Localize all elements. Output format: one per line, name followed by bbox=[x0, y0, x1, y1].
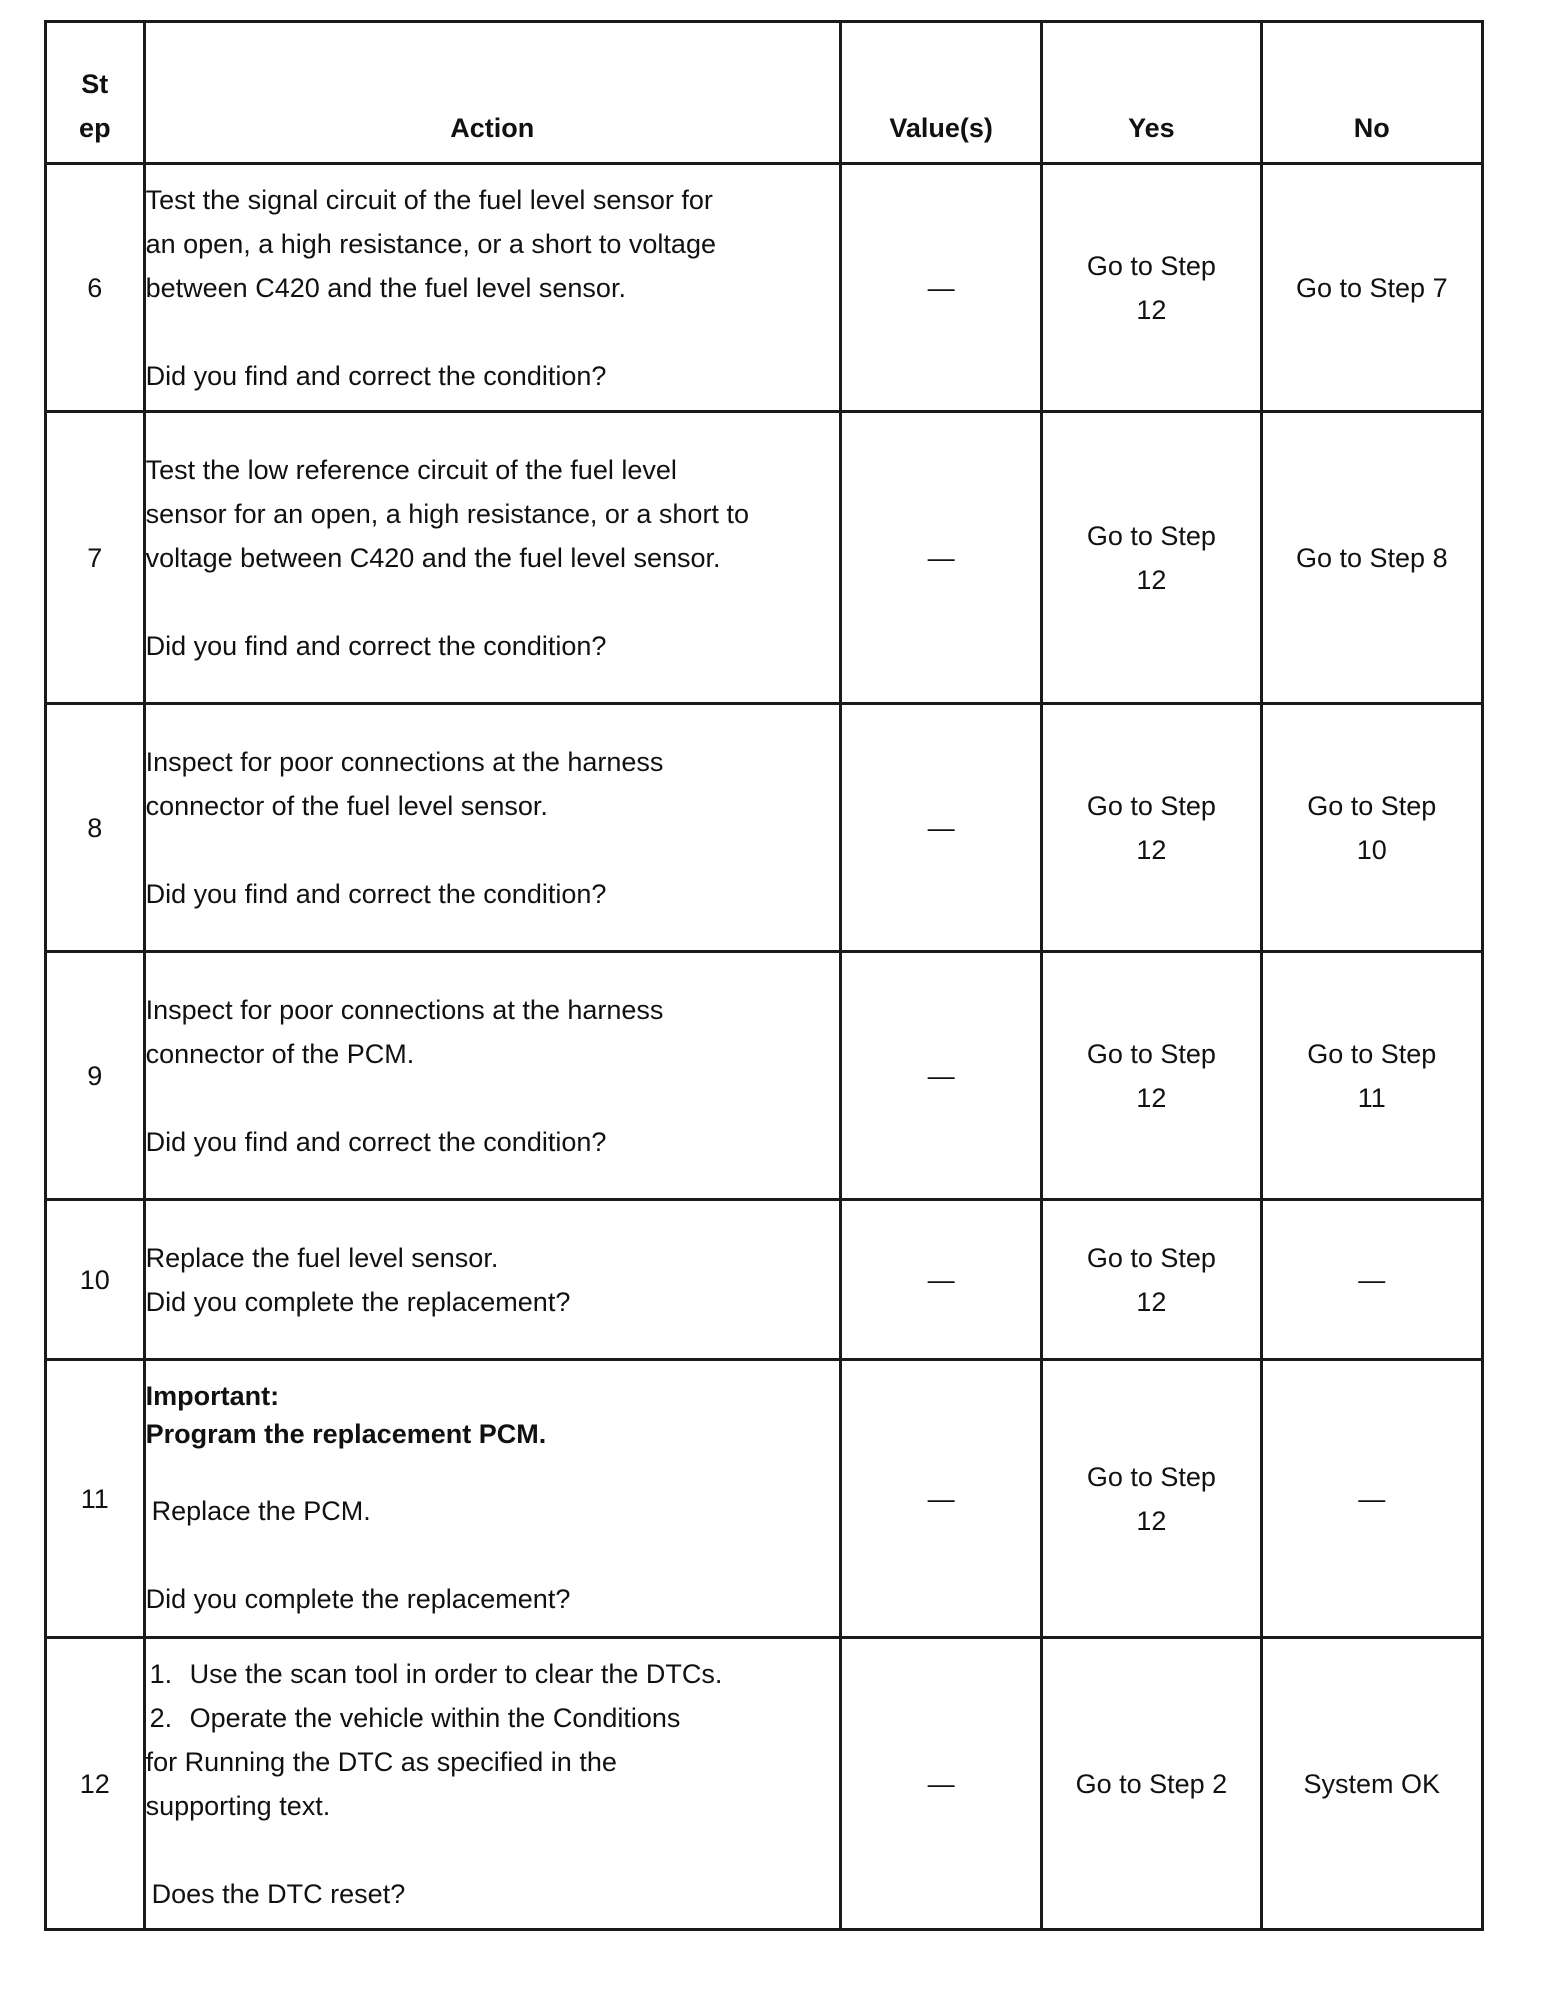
table-row bbox=[46, 164, 1483, 412]
action-line: sensor for an open, a high resistance, or a short to bbox=[145, 498, 749, 529]
yes-text: Go to Step bbox=[1086, 790, 1216, 821]
no-text: Go to Step bbox=[1307, 790, 1437, 821]
value-cell: — bbox=[840, 164, 1041, 412]
table-row bbox=[46, 1638, 1483, 1930]
action-line: Inspect for poor connections at the harness bbox=[145, 994, 664, 1025]
action-line: for Running the DTC as specified in the bbox=[145, 1746, 617, 1777]
no-cell bbox=[1261, 704, 1482, 952]
yes-text: Go to Step 2 bbox=[1075, 1768, 1228, 1799]
yes-step: 12 bbox=[1136, 1286, 1167, 1317]
action-cell bbox=[144, 412, 840, 704]
no-text: System OK bbox=[1303, 1768, 1441, 1799]
action-cell bbox=[144, 952, 840, 1200]
action-cell bbox=[144, 164, 840, 412]
yes-cell bbox=[1042, 164, 1261, 412]
yes-step: 12 bbox=[1136, 1082, 1167, 1113]
no-cell: — bbox=[1261, 1360, 1482, 1638]
value-cell: — bbox=[840, 412, 1041, 704]
yes-cell bbox=[1042, 412, 1261, 704]
table-row bbox=[46, 1360, 1483, 1638]
action-line: Replace the PCM. bbox=[151, 1495, 371, 1526]
yes-text: Go to Step bbox=[1086, 520, 1216, 551]
value-cell: — bbox=[840, 952, 1041, 1200]
step-number: 9 bbox=[46, 952, 145, 1200]
action-line: between C420 and the fuel level sensor. bbox=[145, 272, 626, 303]
value-cell: — bbox=[840, 1200, 1041, 1360]
step-number: 10 bbox=[46, 1200, 145, 1360]
action-line: Test the signal circuit of the fuel level sensor for bbox=[145, 184, 713, 215]
no-text: Go to Step 8 bbox=[1295, 542, 1448, 573]
action-question: Did you find and correct the condition? bbox=[145, 360, 607, 391]
step-number: 7 bbox=[46, 412, 145, 704]
header-yes: Yes bbox=[1042, 22, 1261, 164]
list-text: Use the scan tool in order to clear the DTCs. bbox=[189, 1658, 723, 1689]
action-question: Did you find and correct the condition? bbox=[145, 878, 607, 909]
important-text: Program the replacement PCM. bbox=[145, 1418, 547, 1449]
header-step-line1: St bbox=[81, 69, 109, 99]
yes-step: 12 bbox=[1136, 834, 1167, 865]
value-cell: — bbox=[840, 1638, 1041, 1930]
action-question: Did you complete the replacement? bbox=[145, 1286, 571, 1317]
list-number: 2. bbox=[149, 1702, 173, 1733]
yes-text: Go to Step bbox=[1086, 1461, 1216, 1492]
value-cell: — bbox=[840, 1360, 1041, 1638]
yes-step: 12 bbox=[1136, 564, 1167, 595]
header-values: Value(s) bbox=[840, 22, 1041, 164]
value-cell: — bbox=[840, 704, 1041, 952]
step-number: 11 bbox=[46, 1360, 145, 1638]
header-action: Action bbox=[144, 22, 840, 164]
list-number: 1. bbox=[149, 1658, 173, 1689]
yes-step: 12 bbox=[1136, 1505, 1167, 1536]
action-line: Inspect for poor connections at the harness bbox=[145, 746, 664, 777]
header-no: No bbox=[1261, 22, 1482, 164]
action-cell bbox=[144, 704, 840, 952]
action-line: supporting text. bbox=[145, 1790, 331, 1821]
yes-cell bbox=[1042, 1200, 1261, 1360]
table-row bbox=[46, 412, 1483, 704]
list-text: Operate the vehicle within the Conditions bbox=[189, 1702, 681, 1733]
action-line: connector of the PCM. bbox=[145, 1038, 415, 1069]
step-number: 12 bbox=[46, 1638, 145, 1930]
yes-text: Go to Step bbox=[1086, 1242, 1216, 1273]
yes-cell bbox=[1042, 952, 1261, 1200]
action-cell bbox=[144, 1360, 840, 1638]
no-cell bbox=[1261, 952, 1482, 1200]
table-row bbox=[46, 1200, 1483, 1360]
action-cell bbox=[144, 1638, 840, 1930]
header-step bbox=[46, 22, 145, 164]
step-number: 8 bbox=[46, 704, 145, 952]
no-cell: — bbox=[1261, 1200, 1482, 1360]
action-line: Test the low reference circuit of the fuel level bbox=[145, 454, 677, 485]
list-item bbox=[146, 1696, 839, 1740]
action-question: Did you find and correct the condition? bbox=[145, 1126, 607, 1157]
action-question: Does the DTC reset? bbox=[151, 1878, 406, 1909]
header-row bbox=[46, 22, 1483, 164]
diagnostic-table bbox=[44, 20, 1484, 1931]
yes-text: Go to Step bbox=[1086, 250, 1216, 281]
action-line: Replace the fuel level sensor. bbox=[145, 1242, 499, 1273]
no-text: Go to Step bbox=[1307, 1038, 1437, 1069]
yes-cell bbox=[1042, 1360, 1261, 1638]
yes-cell bbox=[1042, 1638, 1261, 1930]
table-row bbox=[46, 704, 1483, 952]
no-step: 11 bbox=[1357, 1082, 1386, 1113]
list-item bbox=[146, 1652, 839, 1696]
table-row bbox=[46, 952, 1483, 1200]
yes-cell bbox=[1042, 704, 1261, 952]
yes-step: 12 bbox=[1136, 294, 1167, 325]
no-cell bbox=[1261, 1638, 1482, 1930]
no-cell bbox=[1261, 412, 1482, 704]
action-question: Did you complete the replacement? bbox=[145, 1583, 571, 1614]
action-line: connector of the fuel level sensor. bbox=[145, 790, 548, 821]
no-step: 10 bbox=[1356, 834, 1387, 865]
action-line: voltage between C420 and the fuel level sensor. bbox=[145, 542, 721, 573]
action-question: Did you find and correct the condition? bbox=[145, 630, 607, 661]
no-cell bbox=[1261, 164, 1482, 412]
yes-text: Go to Step bbox=[1086, 1038, 1216, 1069]
action-line: an open, a high resistance, or a short to voltage bbox=[145, 228, 716, 259]
action-cell bbox=[144, 1200, 840, 1360]
header-step-line2: ep bbox=[79, 113, 111, 143]
no-text: Go to Step 7 bbox=[1295, 272, 1448, 303]
step-number: 6 bbox=[46, 164, 145, 412]
important-label: Important: bbox=[145, 1380, 280, 1411]
